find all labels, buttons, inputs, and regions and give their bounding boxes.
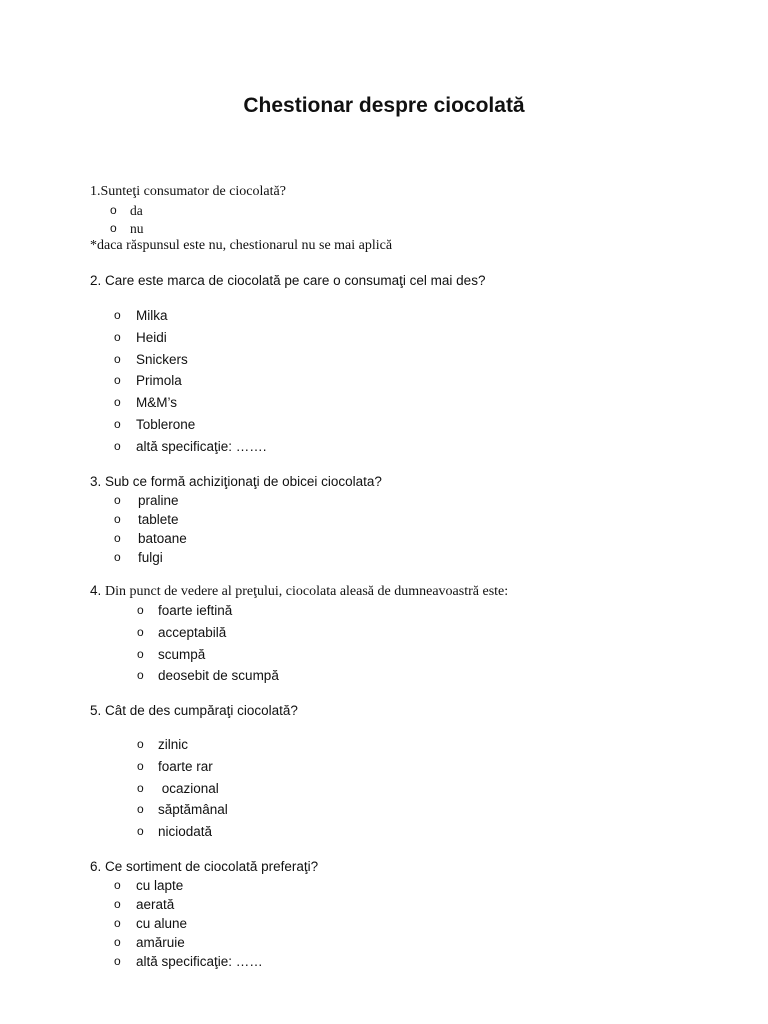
option-label: foarte ieftină [158, 603, 233, 618]
bullet-icon: o [114, 935, 121, 949]
bullet-icon: o [114, 493, 121, 507]
option-label: altă specificaţie: …… [136, 954, 263, 969]
bullet-icon: o [114, 308, 121, 322]
bullet-icon: o [114, 395, 121, 410]
option-label: deosebit de scumpă [158, 668, 279, 684]
bullet-icon: o [114, 416, 121, 431]
option-label: foarte rar [158, 758, 213, 774]
option-label: M&M’s [136, 395, 178, 411]
question-1: 1.Sunteţi consumator de ciocolată? [90, 184, 286, 199]
bullet-icon: o [137, 668, 144, 683]
option-label: nu [130, 221, 144, 236]
question-6: 6. Ce sortiment de ciocolată preferaţi? [90, 859, 319, 874]
bullet-icon: o [137, 624, 144, 639]
question-4 [90, 583, 508, 600]
bullet-icon: o [114, 329, 121, 344]
option-label: ocazional [158, 780, 219, 796]
option-label: praline [138, 493, 179, 508]
option-label: Snickers [136, 351, 188, 367]
bullet-icon: o [137, 603, 144, 617]
option-label: cu lapte [136, 878, 184, 893]
bullet-icon: o [137, 824, 144, 839]
bullet-icon: o [114, 897, 121, 911]
option-label: aerată [136, 897, 175, 912]
option-label: Heidi [136, 329, 167, 345]
question-2: 2. Care este marca de ciocolată pe care o consumaţi cel mai des? [90, 273, 486, 288]
bullet-icon: o [114, 878, 121, 892]
option-label: altă specificaţie: ……. [136, 438, 267, 454]
bullet-icon: o [114, 351, 121, 366]
bullet-icon: o [137, 646, 144, 661]
bullet-icon: o [114, 916, 121, 930]
option-label: Toblerone [136, 416, 196, 432]
question-5: 5. Cât de des cumpăraţi ciocolată? [90, 703, 298, 718]
question-4-text: Din punct de vedere al preţului, ciocolata aleasă de dumneavoastră este: [105, 584, 509, 599]
bullet-icon: o [110, 203, 117, 217]
option-label: zilnic [158, 737, 189, 752]
page-title: Chestionar despre ciocolată [243, 94, 525, 117]
question-4-number: 4. [90, 583, 102, 598]
option-label: tablete [138, 512, 179, 527]
bullet-icon: o [114, 550, 121, 564]
bullet-icon: o [137, 737, 144, 751]
bullet-icon: o [114, 531, 121, 545]
question-1-note: *daca răspunsul este nu, chestionarul nu se mai aplică [90, 238, 393, 253]
option-label: scumpă [158, 646, 206, 662]
option-label: fulgi [138, 550, 163, 565]
bullet-icon: o [137, 802, 144, 817]
option-label: amăruie [136, 935, 185, 950]
bullet-icon: o [114, 373, 121, 388]
option-label: Milka [136, 308, 168, 323]
option-label: acceptabilă [158, 624, 227, 640]
bullet-icon: o [137, 780, 144, 795]
option-label: cu alune [136, 916, 188, 931]
question-3: 3. Sub ce formă achiziţionaţi de obicei ciocolata? [90, 474, 382, 489]
bullet-icon: o [114, 512, 121, 526]
bullet-icon: o [114, 954, 121, 968]
option-label: niciodată [158, 824, 213, 840]
option-label: da [130, 203, 143, 218]
option-label: Primola [136, 373, 182, 389]
option-label: săptămânal [158, 802, 228, 818]
bullet-icon: o [110, 221, 117, 235]
option-label: batoane [138, 531, 187, 546]
bullet-icon: o [137, 758, 144, 773]
bullet-icon: o [114, 438, 121, 453]
